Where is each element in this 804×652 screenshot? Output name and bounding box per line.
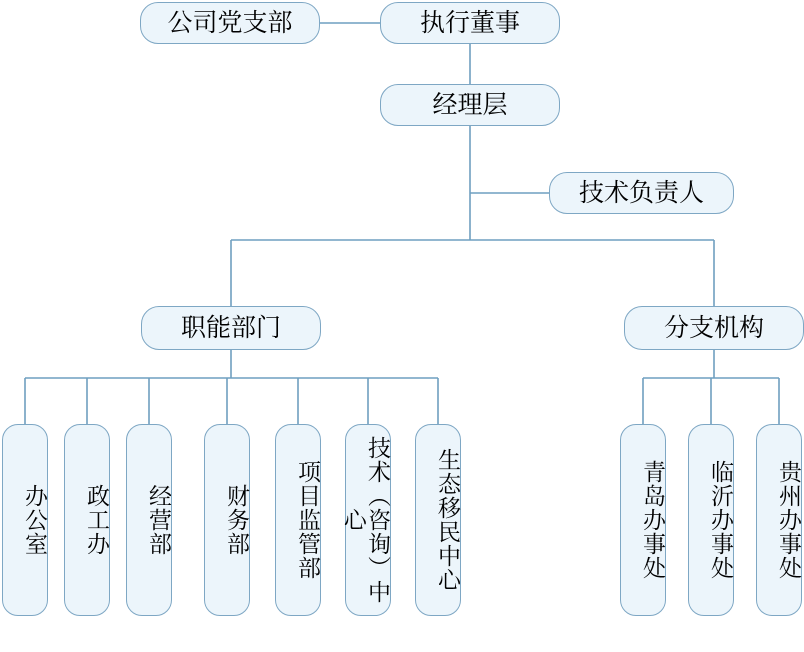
node-project-supervision-department[interactable]: 项目监管部 [275,424,321,616]
node-management-level[interactable]: 经理层 [380,84,560,126]
node-party-branch[interactable]: 公司党支部 [140,2,320,44]
node-technical-consulting-center[interactable]: 技术（咨询）中心 [345,424,391,616]
node-ecological-migration-center[interactable]: 生态移民中心 [415,424,461,616]
node-political-work-office[interactable]: 政工办 [64,424,110,616]
node-finance-department[interactable]: 财务部 [204,424,250,616]
node-branch-organizations[interactable]: 分支机构 [624,306,804,350]
node-operations-department[interactable]: 经营部 [126,424,172,616]
node-technical-director[interactable]: 技术负责人 [549,172,734,214]
node-executive-director[interactable]: 执行董事 [380,2,560,44]
node-linyi-office[interactable]: 临沂办事处 [688,424,734,616]
node-qingdao-office[interactable]: 青岛办事处 [620,424,666,616]
node-functional-departments[interactable]: 职能部门 [141,306,321,350]
node-office[interactable]: 办公室 [2,424,48,616]
node-guizhou-office[interactable]: 贵州办事处 [756,424,802,616]
